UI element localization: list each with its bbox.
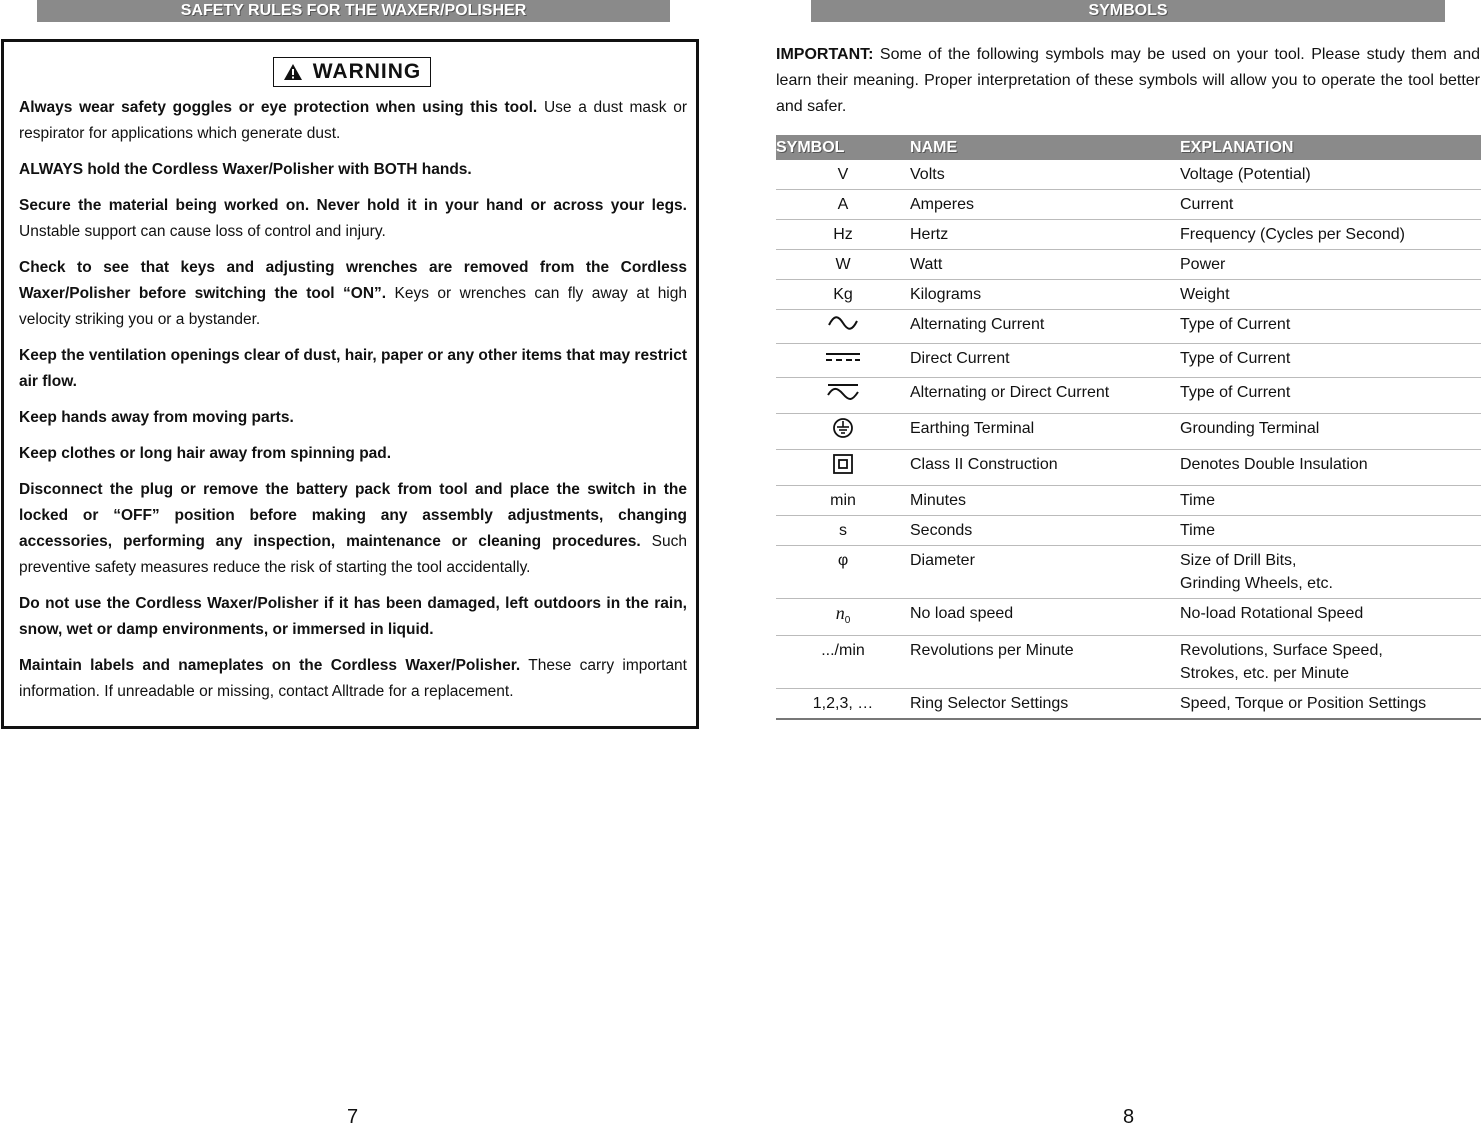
symbol-text: A xyxy=(837,196,849,213)
col-explanation: EXPLANATION xyxy=(1180,135,1481,160)
name-cell: Diameter xyxy=(910,546,1180,599)
explanation-line: No-load Rotational Speed xyxy=(1180,605,1364,622)
explanation-line: Time xyxy=(1180,492,1215,509)
symbol-text: s xyxy=(839,522,847,539)
ac-icon xyxy=(826,313,860,340)
symbol-cell xyxy=(776,250,910,280)
earthing-icon xyxy=(832,417,854,446)
symbol-text: φ xyxy=(837,552,849,569)
explanation-cell xyxy=(1180,599,1481,636)
name-cell: Watt xyxy=(910,250,1180,280)
explanation-line: Denotes Double Insulation xyxy=(1180,456,1368,473)
symbol-text: W xyxy=(835,256,851,273)
explanation-cell xyxy=(1180,310,1481,344)
safety-rule-text: Keys or wrenches can fly away at high velocity striking you or a bystander. xyxy=(19,285,687,328)
safety-rule-text: Such preventive safety measures reduce the risk of starting the tool accidentally. xyxy=(19,533,687,576)
symbol-cell xyxy=(776,160,910,190)
safety-rule xyxy=(19,343,687,395)
name-cell: Volts xyxy=(910,160,1180,190)
symbol-text: min xyxy=(830,492,856,509)
explanation-cell xyxy=(1180,450,1481,486)
name-cell: Direct Current xyxy=(910,344,1180,378)
table-row xyxy=(776,378,1481,414)
table-row xyxy=(776,636,1481,689)
safety-rule-bold: Do not use the Cordless Waxer/Polisher if it has been damaged, left outdoors in the rain, snow, wet or damp environments, or immersed in liquid. xyxy=(19,595,687,638)
safety-rule-bold: Keep clothes or long hair away from spinning pad. xyxy=(19,445,392,462)
explanation-cell xyxy=(1180,414,1481,450)
symbols-intro xyxy=(776,42,1480,120)
name-cell: No load speed xyxy=(910,599,1180,636)
explanation-cell xyxy=(1180,378,1481,414)
explanation-line: Type of Current xyxy=(1180,316,1291,333)
safety-rule-bold: Maintain labels and nameplates on the Cordless Waxer/Polisher. xyxy=(19,657,521,674)
explanation-line: Size of Drill Bits, xyxy=(1180,552,1297,569)
no-load-speed-symbol: $n_0$ xyxy=(776,599,910,636)
table-row xyxy=(776,310,1481,344)
dc-icon xyxy=(823,347,863,374)
symbol-cell xyxy=(776,344,910,378)
symbol-text: 1,2,3, … xyxy=(812,695,874,713)
explanation-line: Speed, Torque or Position Settings xyxy=(1180,695,1427,713)
name-cell: Amperes xyxy=(910,190,1180,220)
name-cell: Hertz xyxy=(910,220,1180,250)
safety-rule xyxy=(19,405,687,431)
explanation-cell xyxy=(1180,516,1481,546)
safety-rule xyxy=(19,95,687,147)
symbols-table xyxy=(776,135,1481,720)
name-cell: Alternating or Direct Current xyxy=(910,378,1180,414)
table-row xyxy=(776,546,1481,599)
explanation-line: Type of Current xyxy=(1180,350,1291,367)
explanation-cell xyxy=(1180,636,1481,689)
safety-rule-bold: Disconnect the plug or remove the battery pack from tool and place the switch in the locked or “OFF” position before making any assembly adjustments, changing accessories, performing any inspection, maintenance or cleaning procedures. xyxy=(19,481,687,550)
safety-rule-text: Use a dust mask or respirator for applications which generate dust. xyxy=(19,99,688,142)
table-row xyxy=(776,516,1481,546)
safety-rule xyxy=(19,193,687,245)
page-number-left: 7 xyxy=(347,1106,359,1128)
explanation-cell xyxy=(1180,190,1481,220)
symbol-text: Hz xyxy=(833,226,853,243)
table-header-row xyxy=(776,135,1481,160)
symbol-cell xyxy=(776,546,910,599)
symbol-text: Kg xyxy=(833,286,853,303)
explanation-line: Grounding Terminal xyxy=(1180,420,1320,437)
col-name: NAME xyxy=(910,135,1180,160)
symbol-cell xyxy=(776,310,910,344)
safety-rules-header: SAFETY RULES FOR THE WAXER/POLISHER xyxy=(37,0,670,22)
symbol-text: V xyxy=(837,166,849,183)
explanation-line: Voltage (Potential) xyxy=(1180,166,1311,183)
explanation-line: Weight xyxy=(1180,286,1230,303)
symbol-cell xyxy=(776,190,910,220)
symbol-cell xyxy=(776,414,910,450)
explanation-cell xyxy=(1180,689,1481,720)
name-cell: Earthing Terminal xyxy=(910,414,1180,450)
explanation-line: Current xyxy=(1180,196,1234,213)
explanation-line: Revolutions, Surface Speed, xyxy=(1180,642,1383,660)
symbol-cell xyxy=(776,486,910,516)
explanation-cell xyxy=(1180,344,1481,378)
table-row xyxy=(776,220,1481,250)
safety-rule xyxy=(19,255,687,333)
table-row xyxy=(776,280,1481,310)
warning-label xyxy=(273,57,431,87)
page-number-right: 8 xyxy=(1123,1106,1135,1128)
explanation-line: Time xyxy=(1180,522,1215,539)
name-cell: Kilograms xyxy=(910,280,1180,310)
explanation-line: Power xyxy=(1180,256,1226,273)
safety-rule xyxy=(19,441,687,467)
explanation-cell xyxy=(1180,486,1481,516)
safety-rule xyxy=(19,591,687,643)
explanation-cell xyxy=(1180,250,1481,280)
table-row xyxy=(776,344,1481,378)
safety-rule xyxy=(19,477,687,581)
safety-rule-bold: ALWAYS hold the Cordless Waxer/Polisher with BOTH hands. xyxy=(19,161,472,178)
table-row xyxy=(776,599,1481,636)
symbol-cell xyxy=(776,636,910,689)
name-cell: Alternating Current xyxy=(910,310,1180,344)
table-row xyxy=(776,486,1481,516)
name-cell: Minutes xyxy=(910,486,1180,516)
explanation-cell xyxy=(1180,220,1481,250)
safety-rule-bold: Keep the ventilation openings clear of dust, hair, paper or any other items that may restrict air flow. xyxy=(19,347,687,390)
safety-rule-bold: Check to see that keys and adjusting wrenches are removed from the Cordless Waxer/Polisher before switching the tool “ON”. xyxy=(19,259,687,302)
safety-rule xyxy=(19,157,687,183)
table-row xyxy=(776,190,1481,220)
warning-triangle-icon xyxy=(283,63,303,81)
safety-rule-text: These carry important information. If unreadable or missing, contact Alltrade for a replacement. xyxy=(19,657,687,700)
intro-important: IMPORTANT: xyxy=(776,46,874,63)
safety-rule-bold: Keep hands away from moving parts. xyxy=(19,409,294,426)
ac-dc-icon xyxy=(825,381,861,410)
symbol-cell xyxy=(776,450,910,486)
symbol-cell xyxy=(776,220,910,250)
explanation-cell xyxy=(1180,546,1481,599)
explanation-line: Type of Current xyxy=(1180,384,1291,401)
symbol-text: .../min xyxy=(821,642,865,660)
col-symbol: SYMBOL xyxy=(776,135,910,160)
table-row xyxy=(776,250,1481,280)
name-cell: Ring Selector Settings xyxy=(910,689,1180,720)
name-cell: Revolutions per Minute xyxy=(910,636,1180,689)
symbols-header: SYMBOLS xyxy=(811,0,1445,22)
table-row xyxy=(776,450,1481,486)
safety-rule-bold: Secure the material being worked on. Never hold it in your hand or across your legs. xyxy=(19,197,687,214)
explanation-cell xyxy=(1180,280,1481,310)
safety-rule-text: Unstable support can cause loss of control and injury. xyxy=(19,223,386,240)
table-row xyxy=(776,689,1481,720)
table-row xyxy=(776,160,1481,190)
name-cell: Seconds xyxy=(910,516,1180,546)
symbol-cell xyxy=(776,280,910,310)
explanation-cell xyxy=(1180,160,1481,190)
class-ii-icon xyxy=(832,453,854,482)
safety-rule xyxy=(19,653,687,705)
explanation-line: Strokes, etc. per Minute xyxy=(1180,665,1349,683)
intro-text: Some of the following symbols may be used on your tool. Please study them and learn their meaning. Proper interpretation of these symbols will allow you to operate the tool better and safer. xyxy=(776,46,1480,115)
safety-rules-list xyxy=(19,95,687,715)
name-cell: Class II Construction xyxy=(910,450,1180,486)
symbol-cell xyxy=(776,689,910,720)
symbol-cell xyxy=(776,516,910,546)
safety-rule-bold: Always wear safety goggles or eye protection when using this tool. xyxy=(19,99,538,116)
warning-text: WARNING xyxy=(312,60,422,83)
symbol-cell xyxy=(776,378,910,414)
explanation-line: Frequency (Cycles per Second) xyxy=(1180,226,1405,243)
explanation-line: Grinding Wheels, etc. xyxy=(1180,575,1333,592)
table-row xyxy=(776,414,1481,450)
